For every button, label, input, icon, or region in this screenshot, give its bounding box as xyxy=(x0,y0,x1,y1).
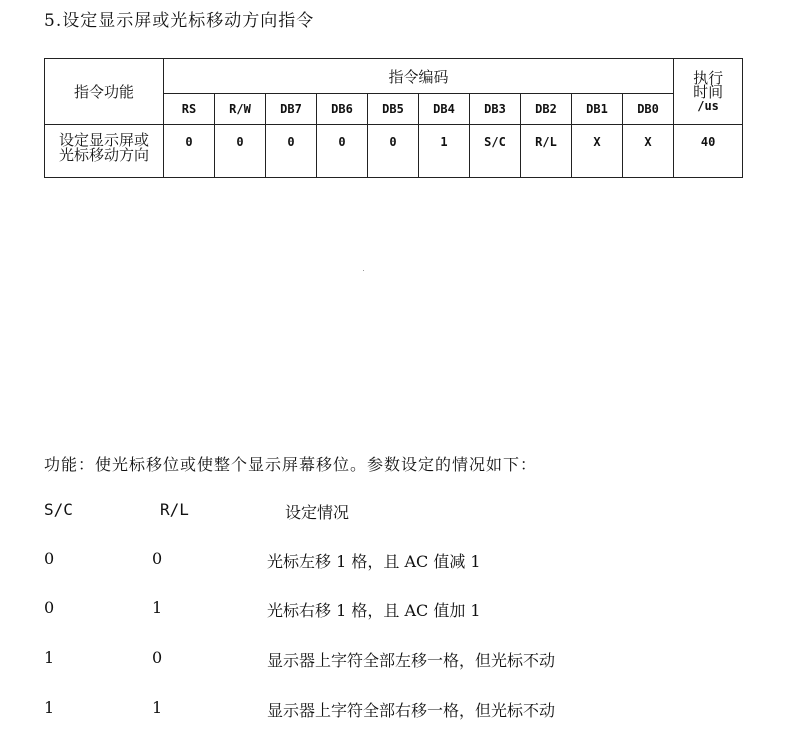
settings-description: 光标左移 1 格，且 AC 值减 1 xyxy=(267,552,481,571)
function-name-line: 光标移动方向 xyxy=(58,146,149,164)
settings-rl-value: 1 xyxy=(152,698,163,717)
settings-row xyxy=(0,648,789,670)
time-header-line: 执行 xyxy=(693,68,724,87)
value-rs: 0 xyxy=(164,125,215,178)
bit-header-db4: DB4 xyxy=(419,94,470,125)
value-db1: X xyxy=(572,125,623,178)
settings-sc-value: 1 xyxy=(44,648,55,667)
bit-header-db3: DB3 xyxy=(470,94,521,125)
settings-header xyxy=(0,500,789,522)
value-rw: 0 xyxy=(215,125,266,178)
settings-rl-value: 0 xyxy=(152,648,163,667)
value-exec-time: 40 xyxy=(674,125,743,178)
settings-rl-value: 0 xyxy=(152,549,163,568)
bit-header-rw: R/W xyxy=(215,94,266,125)
value-db6: 0 xyxy=(317,125,368,178)
settings-description: 显示器上字符全部右移一格，但光标不动 xyxy=(267,701,556,720)
value-db3: S/C xyxy=(470,125,521,178)
settings-sc-value: 1 xyxy=(44,698,55,717)
bit-header-db2: DB2 xyxy=(521,94,572,125)
bit-header-db6: DB6 xyxy=(317,94,368,125)
settings-row xyxy=(0,549,789,571)
settings-description: 显示器上字符全部左移一格，但光标不动 xyxy=(267,651,556,670)
settings-header-sc: S/C xyxy=(44,500,73,519)
value-db2: R/L xyxy=(521,125,572,178)
settings-description: 光标右移 1 格，且 AC 值加 1 xyxy=(267,601,481,620)
settings-row xyxy=(0,598,789,620)
time-column-header xyxy=(674,59,743,125)
time-header-line: 时间 xyxy=(693,82,724,101)
settings-sc-value: 0 xyxy=(44,598,55,617)
function-column-header: 指令功能 xyxy=(45,59,164,125)
code-column-header: 指令编码 xyxy=(164,59,674,94)
bit-header-db7: DB7 xyxy=(266,94,317,125)
settings-rl-value: 1 xyxy=(152,598,163,617)
bit-header-db5: DB5 xyxy=(368,94,419,125)
function-name-line: 设定显示屏或 xyxy=(58,131,149,149)
value-db4: 1 xyxy=(419,125,470,178)
bit-header-db0: DB0 xyxy=(623,94,674,125)
stray-dot xyxy=(363,270,364,271)
function-name-cell xyxy=(45,125,164,178)
value-db0: X xyxy=(623,125,674,178)
settings-sc-value: 0 xyxy=(44,549,55,568)
settings-header-rl: R/L xyxy=(160,500,189,519)
settings-header-setting: 设定情况 xyxy=(285,503,350,522)
section-heading: 5.设定显示屏或光标移动方向指令 xyxy=(44,11,315,31)
bit-header-rs: RS xyxy=(164,94,215,125)
bit-header-db1: DB1 xyxy=(572,94,623,125)
time-header-unit: /us xyxy=(697,98,719,113)
value-db5: 0 xyxy=(368,125,419,178)
instruction-table xyxy=(44,58,743,178)
value-db7: 0 xyxy=(266,125,317,178)
settings-row xyxy=(0,698,789,720)
function-description: 功能：使光标移位或使整个显示屏幕移位。参数设定的情况如下： xyxy=(44,455,538,474)
